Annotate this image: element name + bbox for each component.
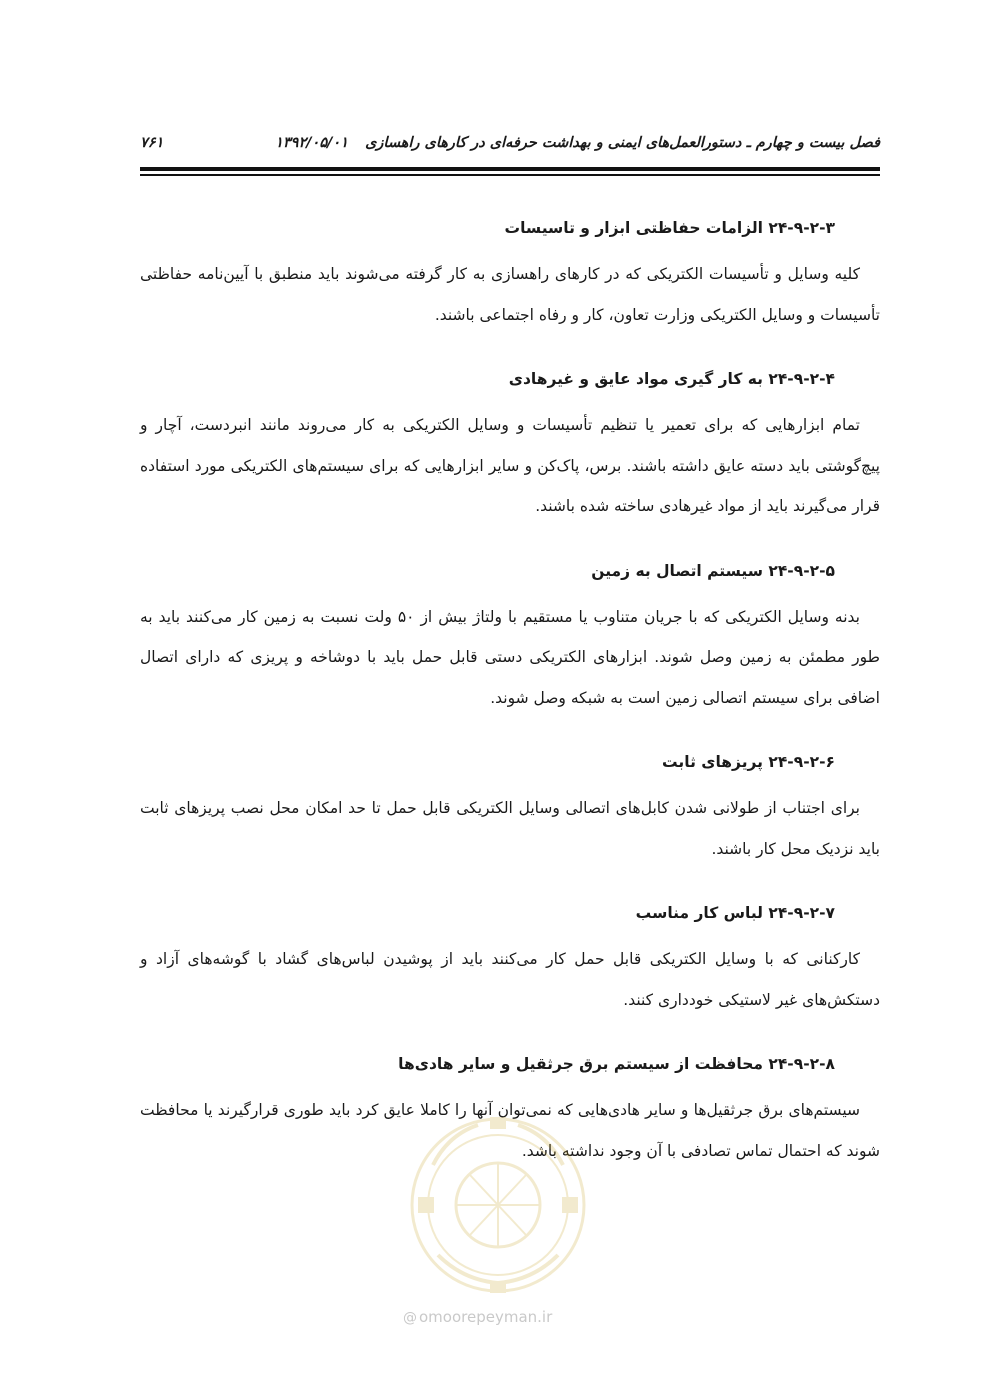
section-title: محافظت از سیستم برق جرثقیل و سایر هادی‌ها	[398, 1055, 763, 1073]
section-title: لباس کار مناسب	[635, 904, 763, 922]
section-body: برای اجتناب از طولانی شدن کابل‌های اتصالی وسایل الکتریکی قابل حمل تا حد امکان محل نصب پریزهای ثابت باید نزدیک محل کار باشند.	[140, 799, 880, 858]
section-body: تمام ابزارهایی که برای تعمیر یا تنظیم تأسیسات و وسایل الکتریکی به کار می‌روند مانند انبردست، آچار و پیچ‌گوشتی باید دسته عایق داشته باشند. برس، پاک‌کن و سایر ابزارهایی که برای سیستم‌های الکتریکی مورد استفاده قرار می‌گیرند باید از مواد غیرهادی ساخته شده باشند.	[140, 416, 880, 515]
section-title: سیستم اتصال به زمین	[591, 561, 763, 580]
section	[140, 742, 880, 869]
section	[140, 893, 880, 1020]
main-content	[140, 208, 880, 1195]
section	[140, 359, 880, 527]
section-body: کلیه وسایل و تأسیسات الکتریکی که در کارهای راهسازی به کار گرفته می‌شوند باید منطبق با آیین‌نامه حفاظتی تأسیسات و وسایل الکتریکی وزارت تعاون، کار و رفاه اجتماعی باشند.	[140, 265, 880, 324]
section-heading	[140, 208, 835, 248]
section-number: ۲۴-۹-۲-۸	[768, 1055, 835, 1073]
section-title: الزامات حفاظتی ابزار و تاسیسات	[504, 219, 763, 237]
section-number: ۲۴-۹-۲-۳	[768, 219, 835, 237]
section-heading	[140, 359, 835, 399]
section	[140, 1044, 880, 1171]
section-body: کارکنانی که با وسایل الکتریکی قابل حمل کار می‌کنند باید از پوشیدن لباس‌های گشاد با گوشه‌های آزاد و دستکش‌های غیر لاستیکی خودداری کنند.	[140, 950, 880, 1009]
section-number: ۲۴-۹-۲-۷	[768, 904, 835, 922]
section-number: ۲۴-۹-۲-۴	[768, 370, 835, 388]
section-title: به کار گیری مواد عایق و غیرهادی	[508, 370, 763, 388]
section-number: ۲۴-۹-۲-۵	[768, 561, 835, 580]
header-date: ۱۳۹۲/۰۵/۰۱	[275, 135, 349, 151]
section	[140, 551, 880, 719]
at-symbol: @	[403, 1310, 417, 1326]
section-heading	[140, 893, 835, 933]
page-number: ۷۶۱	[140, 135, 164, 151]
section-heading	[140, 1044, 835, 1084]
chapter-title: فصل بیست و چهارم ـ دستورالعمل‌های ایمنی و بهداشت حرفه‌ای در کارهای راهسازی	[365, 135, 880, 151]
section-body: سیستم‌های برق جرثقیل‌ها و سایر هادی‌هایی که نمی‌توان آنها را کاملا عایق کرد باید طوری قرارگیرند یا محافظت شوند که احتمال تماس تصادفی با آن وجود نداشته باشد.	[140, 1101, 880, 1160]
watermark-url	[403, 1308, 552, 1326]
page-header	[140, 128, 880, 158]
section-body: بدنه وسایل الکتریکی که با جریان متناوب یا مستقیم با ولتاژ بیش از ۵۰ ولت نسبت به زمین کار می‌کنند باید به طور مطمئن به زمین وصل شوند. ابزارهای الکتریکی دستی قابل حمل باید با دوشاخه و پریزی که دارای اتصال اضافی برای سیستم اتصالی زمین است به شبکه وصل شوند.	[140, 607, 880, 707]
watermark-text: omoorepeyman.ir	[419, 1308, 553, 1326]
header-rule-thick	[140, 167, 880, 171]
header-title-group	[275, 135, 880, 151]
header-rule-thin	[140, 174, 880, 176]
section	[140, 208, 880, 335]
section-heading	[140, 742, 835, 782]
section-heading	[140, 551, 835, 591]
section-title: پریزهای ثابت	[662, 753, 763, 771]
section-number: ۲۴-۹-۲-۶	[768, 753, 835, 771]
